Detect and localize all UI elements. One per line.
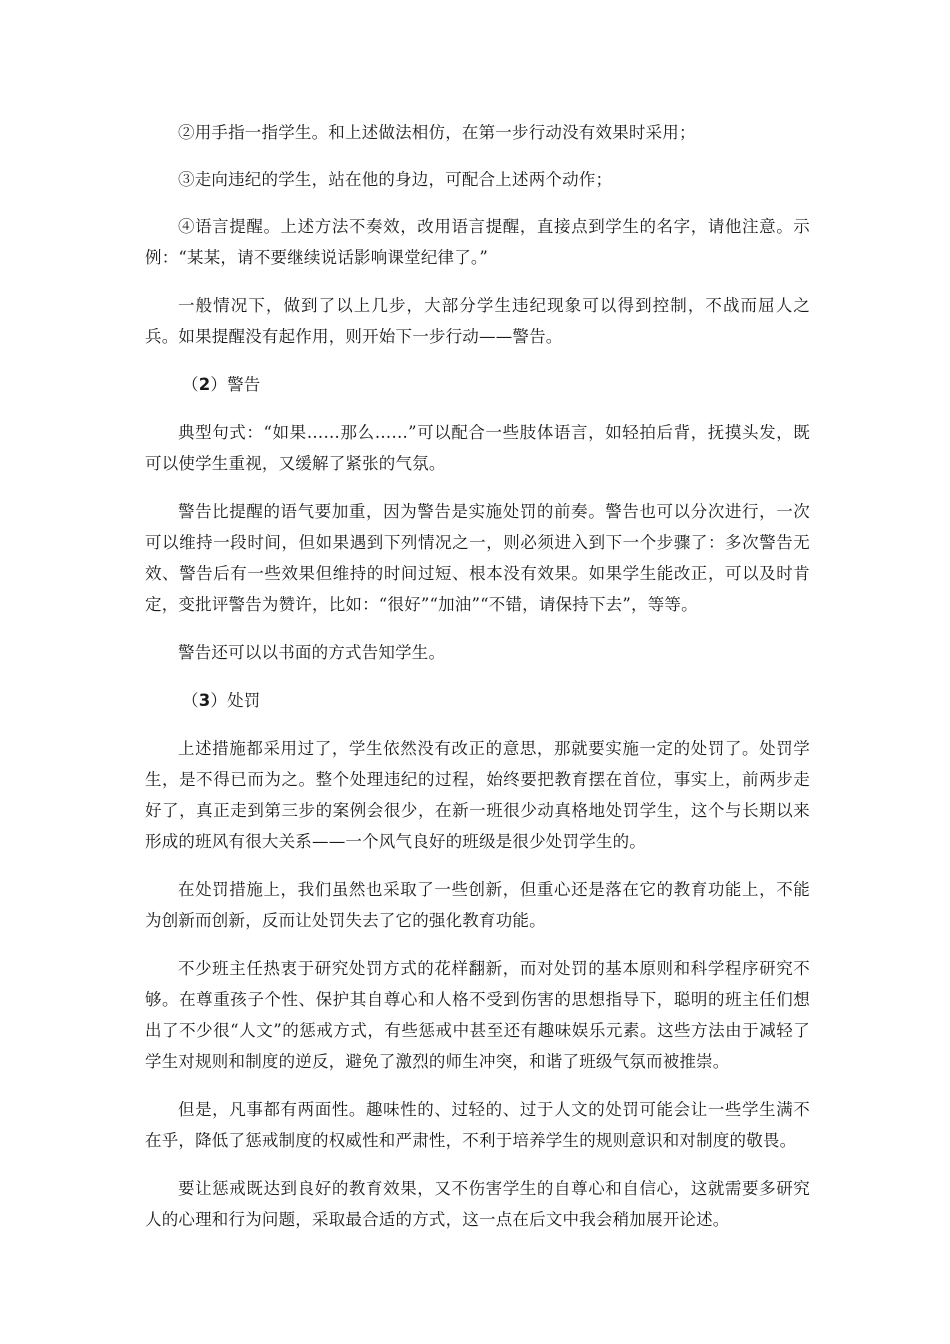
paragraph-two-sides: 但是，凡事都有两面性。趣味性的、过轻的、过于人文的处罚可能会让一些学生满不在乎，降低了惩戒制度的权威性和严肃性，不利于培养学生的规则意识和对制度的敬畏。 <box>145 1100 810 1150</box>
paragraph-punishment-methods: 不少班主任热衷于研究处罚方式的花样翻新，而对处罚的基本原则和科学程序研究不够。在尊重孩子个性、保护其自尊心和人格不受到伤害的思想指导下，聪明的班主任们想出了不少很“人文”的惩戒方式，有些惩戒中甚至还有趣味娱乐元素。这些方法由于减轻了学生对规则和制度的逆反，避免了激烈的师生冲突，和谐了班级气氛而被推崇。 <box>145 959 810 1071</box>
paragraph-conclusion: 要让惩戒既达到良好的教育效果，又不伤害学生的自尊心和自信心，这就需要多研究人的心理和行为问题，采取最合适的方式，这一点在后文中我会稍加展开论述。 <box>145 1179 810 1229</box>
section-heading-punishment: （3）处罚 <box>182 691 261 710</box>
paragraph-warning-phrase: 典型句式：“如果……那么……”可以配合一些肢体语言，如轻拍后背，抚摸头发，既可以使学生重视，又缓解了紧张的气氛。 <box>145 423 810 473</box>
document-page <box>145 117 810 1252</box>
section-heading-warning: （2）警告 <box>182 375 261 394</box>
paragraph-summary: 一般情况下，做到了以上几步，大部分学生违纪现象可以得到控制，不战而屈人之兵。如果提醒没有起作用，则开始下一步行动——警告。 <box>145 296 810 346</box>
paragraph-warning-detail: 警告比提醒的语气要加重，因为警告是实施处罚的前奏。警告也可以分次进行，一次可以维持一段时间，但如果遇到下列情况之一，则必须进入到下一个步骤了：多次警告无效、警告后有一些效果但维持的时间过短、根本没有效果。如果学生能改正，可以及时肯定，变批评警告为赞许，比如：“很好”“加油”“不错，请保持下去”，等等。 <box>145 502 810 614</box>
section-number: 3 <box>198 691 211 710</box>
paragraph-warning-written: 警告还可以以书面的方式告知学生。 <box>178 643 446 662</box>
paragraph-punishment-intro: 上述措施都采用过了，学生依然没有改正的意思，那就要实施一定的处罚了。处罚学生，是不得已而为之。整个处理违纪的过程，始终要把教育摆在首位，事实上，前两步走好了，真正走到第三步的案例会很少，在新一班很少动真格地处罚学生，这个与长期以来形成的班风有很大关系——一个风气良好的班级是很少处罚学生的。 <box>145 739 810 851</box>
section-number: 2 <box>198 375 211 394</box>
paragraph-point-3: ③走向违纪的学生，站在他的身边，可配合上述两个动作； <box>178 170 613 189</box>
paragraph-point-2: ②用手指一指学生。和上述做法相仿，在第一步行动没有效果时采用； <box>178 123 696 142</box>
paragraph-point-4: ④语言提醒。上述方法不奏效，改用语言提醒，直接点到学生的名字，请他注意。示例：“某某，请不要继续说话影响课堂纪律了。” <box>145 217 810 267</box>
paragraph-punishment-measures: 在处罚措施上，我们虽然也采取了一些创新，但重心还是落在它的教育功能上，不能为创新而创新，反而让处罚失去了它的强化教育功能。 <box>145 880 810 930</box>
